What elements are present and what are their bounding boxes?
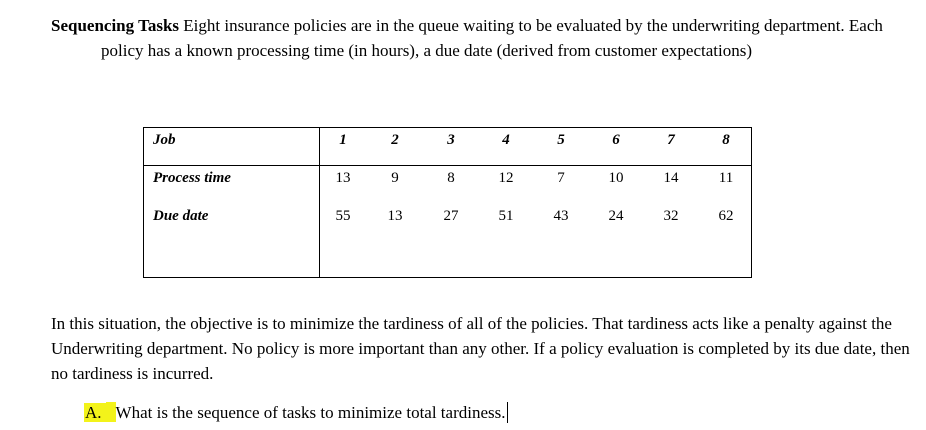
- process-time-cell: 11: [718, 170, 734, 186]
- job-number-8: 8: [722, 132, 730, 148]
- question-a[interactable]: [84, 400, 508, 425]
- due-date-cell: 55: [335, 208, 351, 224]
- job-number-5: 5: [557, 132, 565, 148]
- row-label-process-time: Process time: [153, 170, 231, 186]
- due-date-cell: 13: [387, 208, 403, 224]
- row-label-due-date: Due date: [153, 208, 209, 224]
- process-time-cell: 12: [498, 170, 514, 186]
- jobs-table: [143, 127, 752, 278]
- due-date-cell: 32: [663, 208, 679, 224]
- job-number-7: 7: [667, 132, 675, 148]
- process-time-cell: 7: [557, 170, 565, 186]
- job-number-4: 4: [502, 132, 510, 148]
- intro-heading: Sequencing Tasks: [51, 16, 180, 35]
- intro-paragraph: [51, 13, 913, 63]
- due-date-cell: 27: [443, 208, 459, 224]
- intro-text: Eight insurance policies are in the queue waiting to be evaluated by the underwriting department. Each policy has a known processing time (in hours), a due date (derived from customer expectations): [101, 16, 883, 60]
- process-time-cell: 8: [447, 170, 455, 186]
- body-paragraph: In this situation, the objective is to minimize the tardiness of all of the policies. That tardiness acts like a penalty against the Underwriting department. No policy is more important than any other. If a policy evaluation is completed by its due date, then no tardiness is incurred.: [51, 314, 910, 383]
- job-number-6: 6: [612, 132, 620, 148]
- table-divider-vertical: [319, 128, 320, 277]
- due-date-cell: 24: [608, 208, 624, 224]
- due-date-cell: 43: [553, 208, 569, 224]
- question-letter: A.: [84, 403, 106, 422]
- process-time-cell: 14: [663, 170, 679, 186]
- job-number-1: 1: [339, 132, 347, 148]
- process-time-cell: 9: [391, 170, 399, 186]
- process-time-cell: 13: [335, 170, 351, 186]
- header-label: Job: [153, 132, 176, 148]
- due-date-cell: 62: [718, 208, 734, 224]
- text-cursor: [507, 402, 508, 423]
- table-divider-horizontal: [144, 165, 751, 166]
- due-date-cell: 51: [498, 208, 514, 224]
- question-text: What is the sequence of tasks to minimize total tardiness.: [115, 403, 506, 422]
- process-time-cell: 10: [608, 170, 624, 186]
- job-number-2: 2: [391, 132, 399, 148]
- highlight-gap: [106, 402, 116, 422]
- job-number-3: 3: [447, 132, 455, 148]
